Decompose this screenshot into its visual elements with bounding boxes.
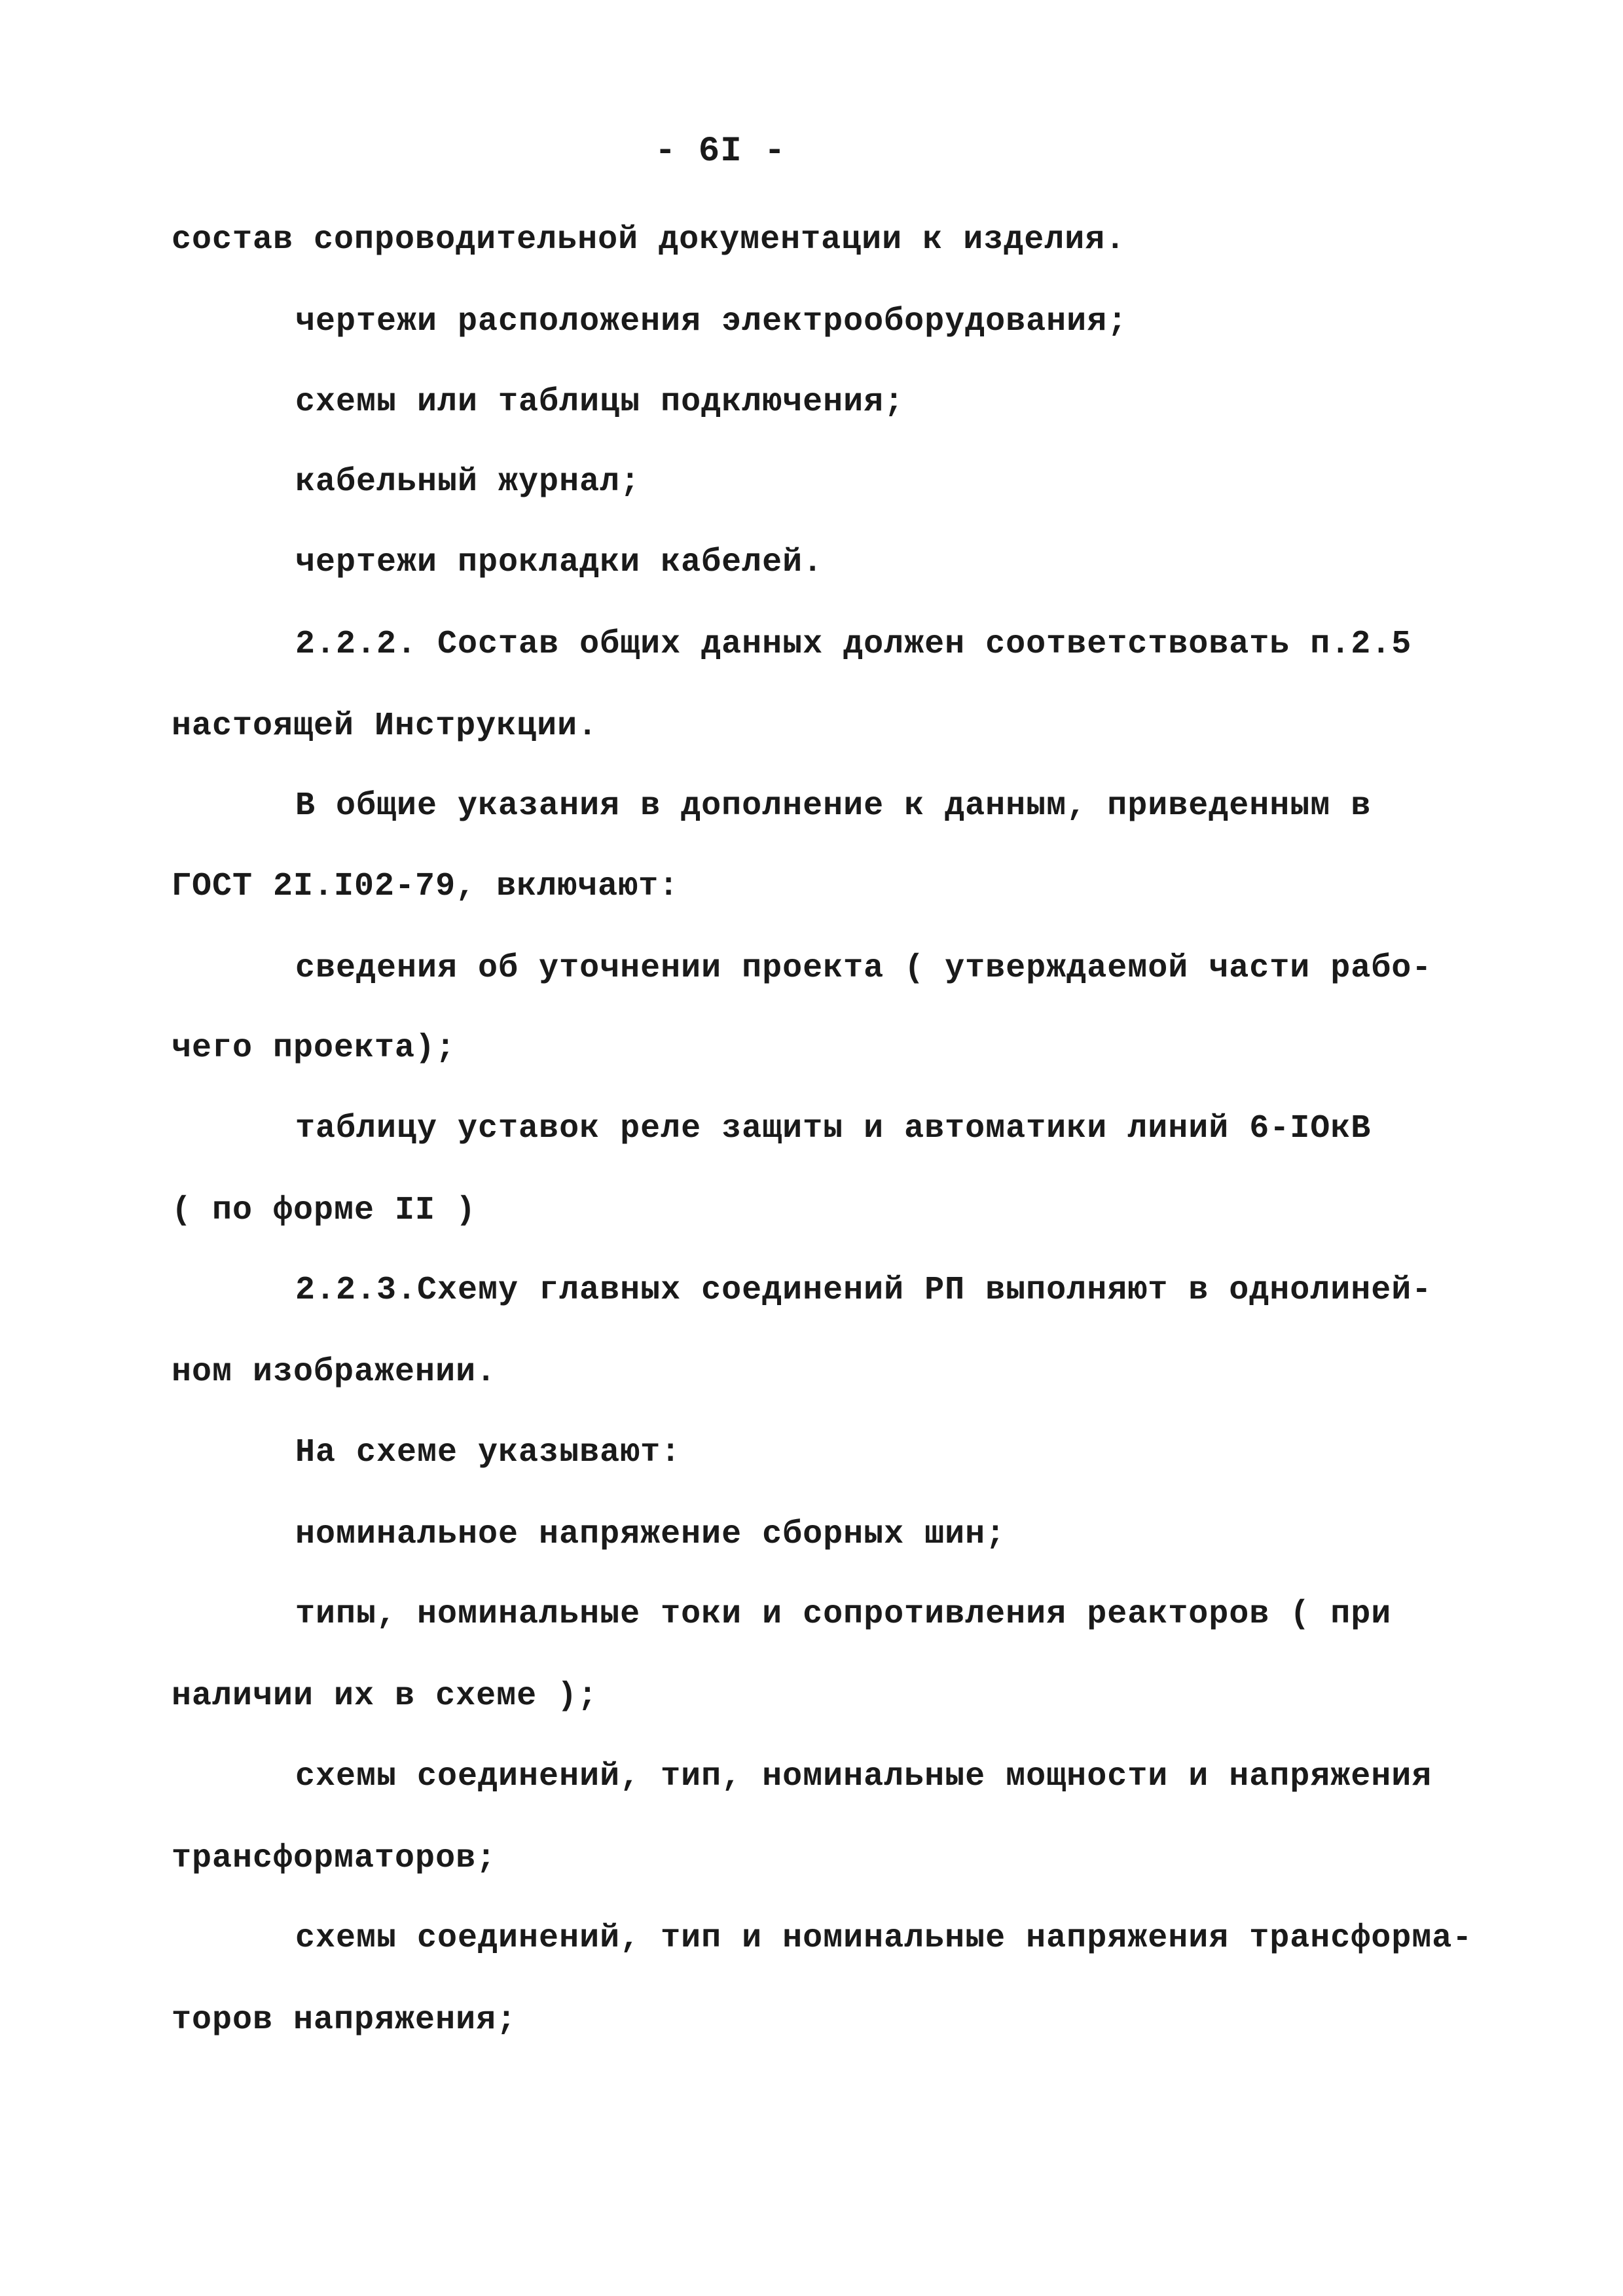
text-line: 2.2.2. Состав общих данных должен соответствовать п.2.5	[295, 626, 1412, 663]
text-line: В общие указания в дополнение к данным, приведенным в	[295, 787, 1372, 825]
text-line: чего проекта);	[172, 1030, 456, 1067]
text-line: типы, номинальные токи и сопротивления реакторов ( при	[295, 1596, 1392, 1633]
text-line: На схеме указывают:	[295, 1434, 682, 1471]
text-line: схемы соединений, тип и номинальные напряжения трансформа-	[295, 1920, 1473, 1957]
text-line: трансформаторов;	[172, 1840, 497, 1877]
text-line: состав сопроводительной документации к изделия.	[172, 221, 1126, 259]
text-line: наличии их в схеме );	[172, 1677, 598, 1715]
page-number: - 6I -	[655, 132, 786, 171]
text-line: сведения об уточнении проекта ( утверждаемой части рабо-	[295, 950, 1432, 987]
text-line: торов напряжения;	[172, 2001, 517, 2039]
text-line: 2.2.3.Схему главных соединений РП выполняют в однолиней-	[295, 1272, 1432, 1309]
text-line: кабельный журнал;	[295, 463, 641, 501]
text-line: чертежи прокладки кабелей.	[295, 544, 824, 581]
text-line: схемы соединений, тип, номинальные мощности и напряжения	[295, 1758, 1432, 1795]
text-line: номинальное напряжение сборных шин;	[295, 1516, 1006, 1553]
text-line: схемы или таблицы подключения;	[295, 384, 905, 421]
text-line: таблицу уставок реле защиты и автоматики линий 6-IОкВ	[295, 1110, 1372, 1147]
text-line: ном изображении.	[172, 1354, 497, 1391]
text-line: ( по форме II )	[172, 1192, 477, 1229]
text-line: ГОСТ 2I.I02-79, включают:	[172, 868, 680, 905]
text-line: чертежи расположения электрооборудования;	[295, 303, 1128, 340]
text-line: настоящей Инструкции.	[172, 708, 598, 745]
